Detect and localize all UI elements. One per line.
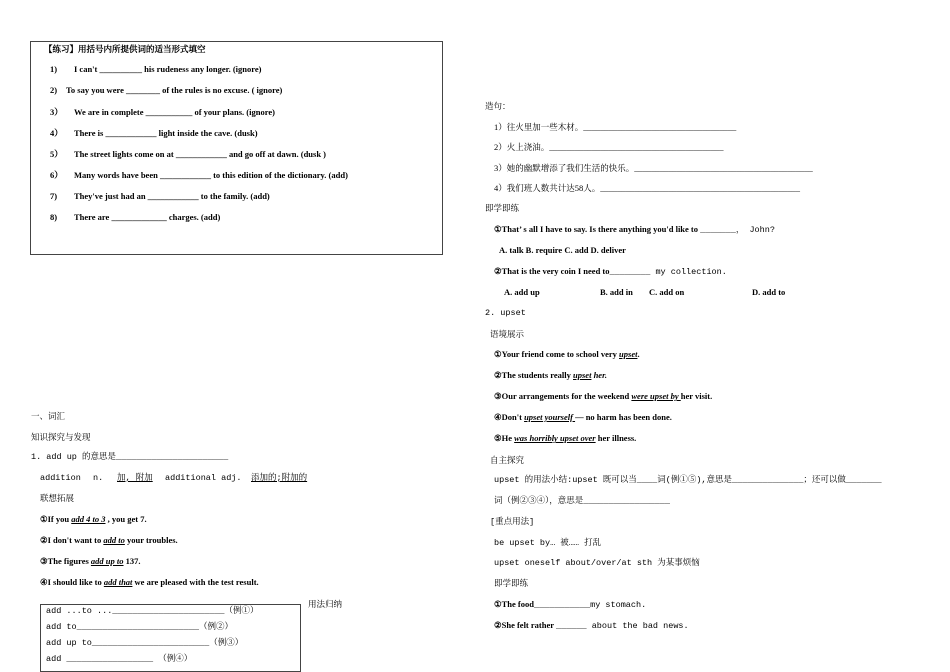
question-2-option-b: B. add in bbox=[600, 287, 633, 297]
addition-pos: n. bbox=[93, 473, 104, 483]
exercise-item-1: I can't __________ his rudeness any longer. (ignore) bbox=[74, 64, 262, 74]
exercise-item-8: There are _____________ charges. (add) bbox=[74, 212, 221, 222]
exercise-num-6: 6） bbox=[50, 170, 63, 180]
exercise-item-5: The street lights come on at ____________ and go off at dawn. (dusk ) bbox=[74, 149, 327, 159]
vocab-item-1: 1. add up 的意思是______________________ bbox=[31, 452, 229, 462]
question-2-option-c: C. add on bbox=[649, 287, 685, 297]
exercise-num-7: 7) bbox=[50, 191, 58, 201]
upset-example-1: ①Your friend come to school very upset. bbox=[494, 349, 640, 359]
summary-line-1: upset 的用法小结:upset 既可以当____词(例①⑤),意思是______________；还可以做_______ bbox=[494, 475, 882, 485]
sentence-2: 2）火上浇油。_________________________________________ bbox=[494, 142, 724, 152]
exercise-num-4: 4） bbox=[50, 128, 63, 138]
subsection-heading: 知识探究与发现 bbox=[31, 432, 91, 442]
focus-heading: [重点用法] bbox=[490, 517, 535, 527]
example-3: ③The figures add up to 137. bbox=[40, 556, 141, 566]
exercise-num-2: 2) bbox=[50, 85, 58, 95]
addition-word: addition bbox=[40, 473, 81, 483]
zaoju-heading: 造句： bbox=[485, 101, 511, 111]
question-2-option-d: D. add to bbox=[752, 287, 786, 297]
additional-word: additional adj. bbox=[165, 473, 242, 483]
question-2-option-a: A. add up bbox=[504, 287, 540, 297]
sentence-3: 3）她的幽默增添了我们生活的快乐。__________________________________________ bbox=[494, 163, 813, 173]
jixue-heading: 即学即练 bbox=[485, 203, 520, 213]
example-4: ④I should like to add that we are pleased with the test result. bbox=[40, 577, 259, 587]
usage-line-4: add _________________ （例④） bbox=[46, 654, 193, 664]
usage-line-2: add to________________________（例②） bbox=[46, 622, 234, 632]
section-heading: 一、词汇 bbox=[31, 411, 66, 421]
sentence-1: 1）往火里加一些木材。____________________________________ bbox=[494, 122, 737, 132]
upset-example-4: ④Don't upset yourself — no harm has been done. bbox=[494, 412, 672, 422]
exercise-num-3: 3） bbox=[50, 107, 63, 117]
assoc-heading: 联想拓展 bbox=[40, 493, 75, 503]
exercise-num-1: 1) bbox=[50, 64, 58, 74]
focus-usage-2: upset oneself about/over/at sth 为某事烦恼 bbox=[494, 558, 700, 568]
upset-example-5: ⑤He was horribly upset over her illness. bbox=[494, 433, 637, 443]
question-2: ②That is the very coin I need to________ my collection. bbox=[494, 266, 727, 277]
exercise-item-4: There is ____________ light inside the cave. (dusk) bbox=[74, 128, 258, 138]
exercise-item-2: To say you were ________ of the rules is no excuse. ( ignore) bbox=[66, 85, 283, 95]
upset-title: 2. upset bbox=[485, 308, 526, 318]
upset-example-2: ②The students really upset her. bbox=[494, 370, 608, 380]
additional-meaning: 添加的;附加的 bbox=[251, 473, 308, 483]
focus-usage-1: be upset by… 被…… 打乱 bbox=[494, 538, 602, 548]
exercise-item-3: We are in complete ___________ of your plans. (ignore) bbox=[74, 107, 275, 117]
practice-1: ①The food___________my stomach. bbox=[494, 599, 647, 610]
example-2: ②I don't want to add to your troubles. bbox=[40, 535, 178, 545]
usage-line-3: add up to_______________________（例③） bbox=[46, 638, 244, 648]
context-heading: 语境展示 bbox=[490, 329, 525, 339]
usage-label: 用法归纳 bbox=[308, 599, 343, 609]
jixue-heading-2: 即学即练 bbox=[494, 578, 529, 588]
question-1: ①That’ s all I have to say. Is there anything you'd like to _______， John? bbox=[494, 224, 775, 235]
question-1-options: A. talk B. require C. add D. deliver bbox=[499, 245, 626, 255]
summary-line-2: 词（例②③④），意思是_________________ bbox=[494, 496, 670, 506]
example-1: ①If you add 4 to 3 , you get 7. bbox=[40, 514, 147, 524]
self-explore-heading: 自主探究 bbox=[490, 455, 525, 465]
exercise-title: 【练习】用括号内所提供词的适当形式填空 bbox=[44, 44, 206, 54]
exercise-item-6: Many words have been ____________ to this edition of the dictionary. (add) bbox=[74, 170, 348, 180]
usage-line-1: add ...to ...______________________（例①） bbox=[46, 606, 259, 616]
sentence-4: 4）我们班人数共计达58人。_______________________________________________ bbox=[494, 183, 801, 193]
practice-2: ②She felt rather ______ about the bad news. bbox=[494, 620, 689, 631]
exercise-num-8: 8) bbox=[50, 212, 58, 222]
addition-meaning: 加, 附加 bbox=[117, 473, 153, 483]
exercise-num-5: 5） bbox=[50, 149, 63, 159]
exercise-item-7: They've just had an ____________ to the family. (add) bbox=[74, 191, 270, 201]
upset-example-3: ③Our arrangements for the weekend were upset by her visit. bbox=[494, 391, 713, 401]
